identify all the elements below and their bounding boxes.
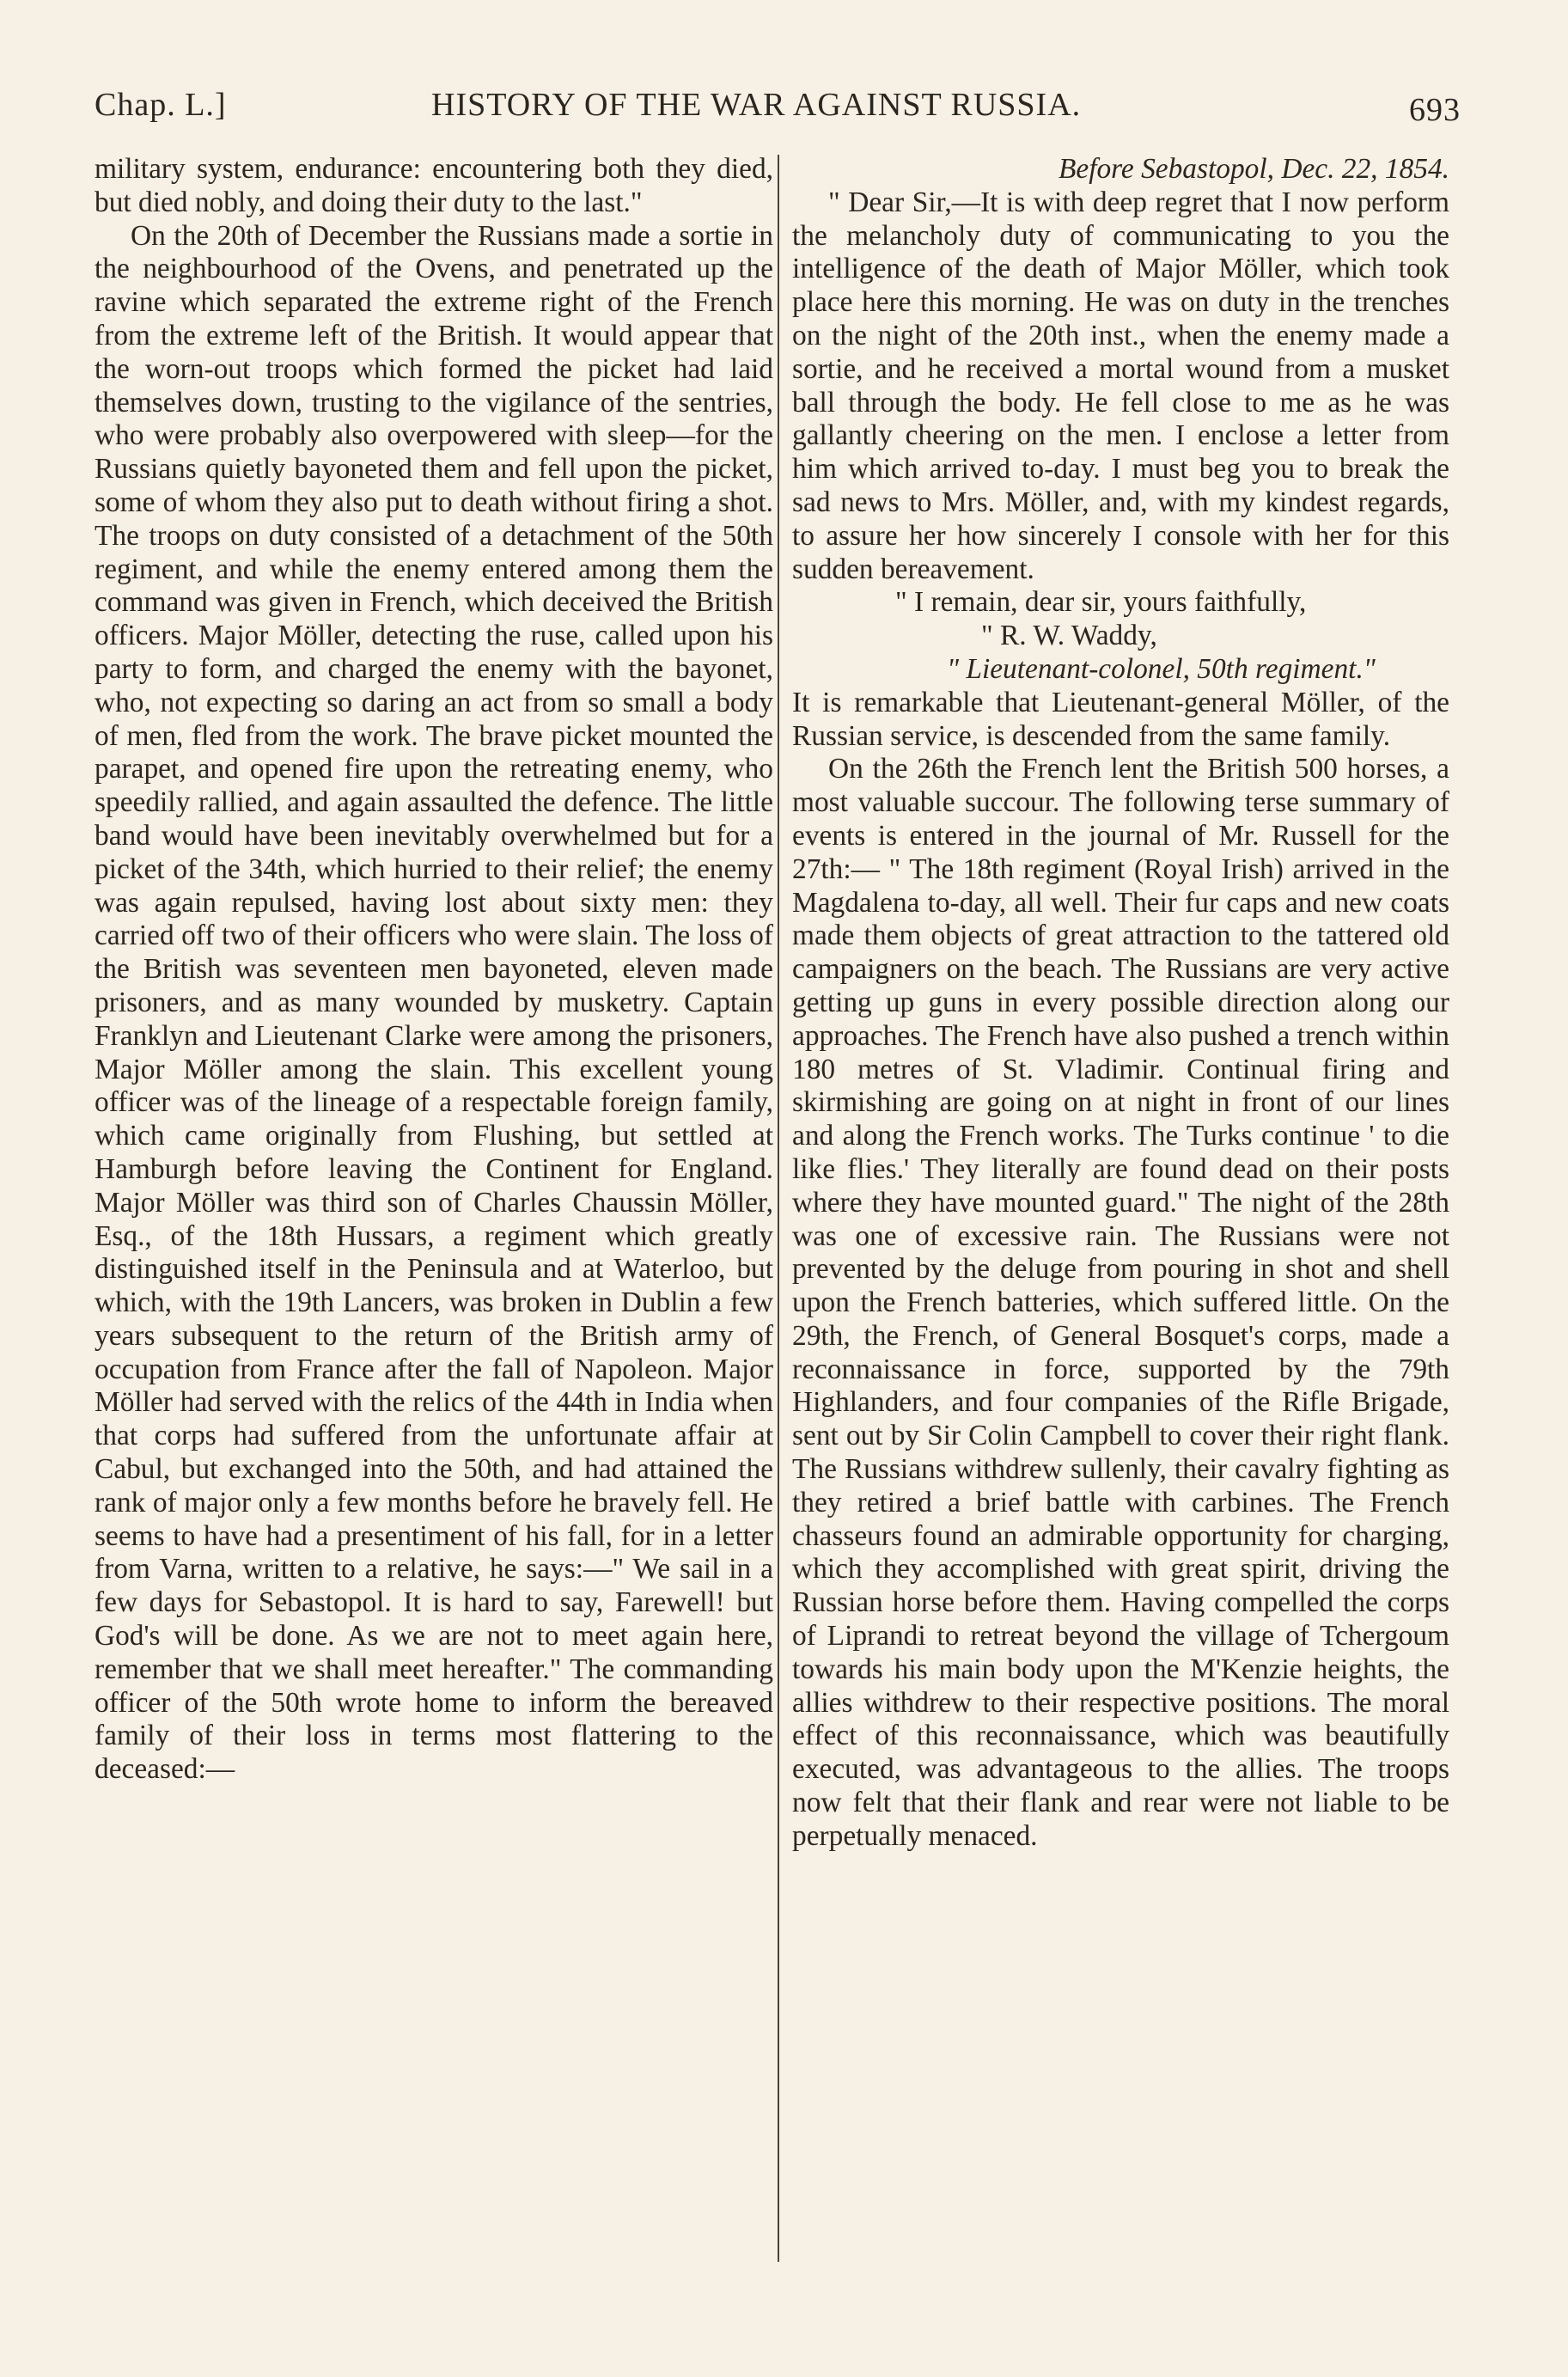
paragraph-family: It is remarkable that Lieutenant-general Möller, of the Russian service, is descended from the same family. <box>792 686 1449 752</box>
letter-closing: " I remain, dear sir, yours faithfully, <box>895 586 1307 619</box>
chapter-label: Chap. L.] <box>95 87 227 123</box>
paragraph-sortie: On the 20th of December the Russians made a sortie in the neighbourhood of the Ovens, and penetrated up the ravine which separated the extreme right of the French from the extreme left of the British. It would appear that the worn-out troops which formed the picket had laid themselves down, trusting to the vigilance of the sentries, who were probably also overpowered with sleep—for the Russians quietly bayoneted them and fell upon the picket, some of whom they also put to death without firing a shot. The troops on duty consisted of a detachment of the 50th regiment, and while the enemy entered among them the command was given in French, which deceived the British officers. Major Möller, detecting the ruse, called upon his party to form, and charged the enemy with the bayonet, who, not expecting so daring an act from so small a body of men, fled from the work. The brave picket mounted the parapet, and opened fire upon the retreating enemy, who speedily rallied, and again assaulted the defence. The little band would have been inevitably overwhelmed but for a picket of the 34th, which hurried to their relief; the enemy was again repulsed, having lost about sixty men: they carried off two of their officers who were slain. The loss of the British was seventeen men bayoneted, eleven made prisoners, and as many wounded by musketry. Captain Franklyn and Lieutenant Clarke were among the prisoners, Major Möller among the slain. This excellent young officer was of the lineage of a respectable foreign family, which came originally from Flushing, but settled at Hamburgh before leaving the Continent for England. Major Möller was third son of Charles Chaussin Möller, Esq., of the 18th Hussars, a regiment which greatly distinguished itself in the Peninsula and at Waterloo, but which, with the 19th Lancers, was broken in Dublin a few years subsequent to the return of the British army of occupation from France after the fall of Napoleon. Major Möller had served with the relics of the 44th in India when that corps had suffered from the unfortunate affair at Cabul, but exchanged into the 50th, and had attained the rank of major only a few months before he bravely fell. He seems to have had a presentiment of his fall, for in a letter from Varna, written to a relative, he says:—" We sail in a few days for Sebastopol. It is hard to say, Farewell! but God's will be done. As we are not to meet again here, remember that we shall meet hereafter." The commanding officer of the 50th wrote home to inform the bereaved family of their loss in terms most flattering to the deceased:— <box>95 219 773 1786</box>
page-number: 693 <box>1409 92 1461 128</box>
column-divider <box>778 155 779 2262</box>
right-column <box>792 153 1449 1854</box>
running-title: HISTORY OF THE WAR AGAINST RUSSIA. <box>431 87 1082 123</box>
letter-body: " Dear Sir,—It is with deep regret that I now perform the melancholy duty of communicating to you the intelligence of the death of Major Möller, which took place here this morning. He was on duty in the trenches on the night of the 20th inst., when the enemy made a sortie, and he received a mortal wound from a musket ball through the body. He fell close to me as he was gallantly cheering on the men. I enclose a letter from him which arrived to-day. I must beg you to break the sad news to Mrs. Möller, and, with my kindest regards, to assure her how sincerely I console with her for this sudden bereavement. <box>792 186 1449 585</box>
running-header <box>95 86 1461 137</box>
letter-signature-name: " R. W. Waddy, <box>981 620 1157 652</box>
letter-dateline: Before Sebastopol, Dec. 22, 1854. <box>1058 153 1449 185</box>
paragraph-continued: military system, endurance: encountering both they died, but died nobly, and doing their duty to the last." <box>95 153 773 218</box>
paragraph-events: On the 26th the French lent the British 500 horses, a most valuable succour. The following terse summary of events is entered in the journal of Mr. Russell for the 27th:— " The 18th regiment (Royal Irish) arrived in the Magdalena to-day, all well. Their fur caps and new coats made them objects of great attraction to the tattered old campaigners on the beach. The Russians are very active getting up guns in every possible direction along our approaches. The French have also pushed a trench within 180 metres of St. Vladimir. Continual firing and skirmishing are going on at night in front of our lines and along the French works. The Turks continue ' to die like flies.' They literally are found dead on their posts where they have mounted guard." The night of the 28th was one of excessive rain. The Russians were not prevented by the deluge from pouring in shot and shell upon the French batteries, which suffered little. On the 29th, the French, of General Bosquet's corps, made a reconnaissance in force, supported by the 79th Highlanders, and four companies of the Rifle Brigade, sent out by Sir Colin Campbell to cover their right flank. The Russians withdrew sullenly, their cavalry fighting as they retired a brief battle with carbines. The French chasseurs found an admirable opportunity for charging, which they accomplished with great spirit, driving the Russian horse before them. Having compelled the corps of Liprandi to retreat beyond the village of Tchergoum towards his main body upon the M'Kenzie heights, the allies withdrew to their respective positions. The moral effect of this reconnaissance, which was beautifully executed, was advantageous to the allies. The troops now felt that their flank and rear were not liable to be perpetually menaced. <box>792 753 1449 1852</box>
letter-signature-rank: " Lieutenant-colonel, 50th regiment." <box>947 652 1376 685</box>
left-column <box>95 153 773 1787</box>
